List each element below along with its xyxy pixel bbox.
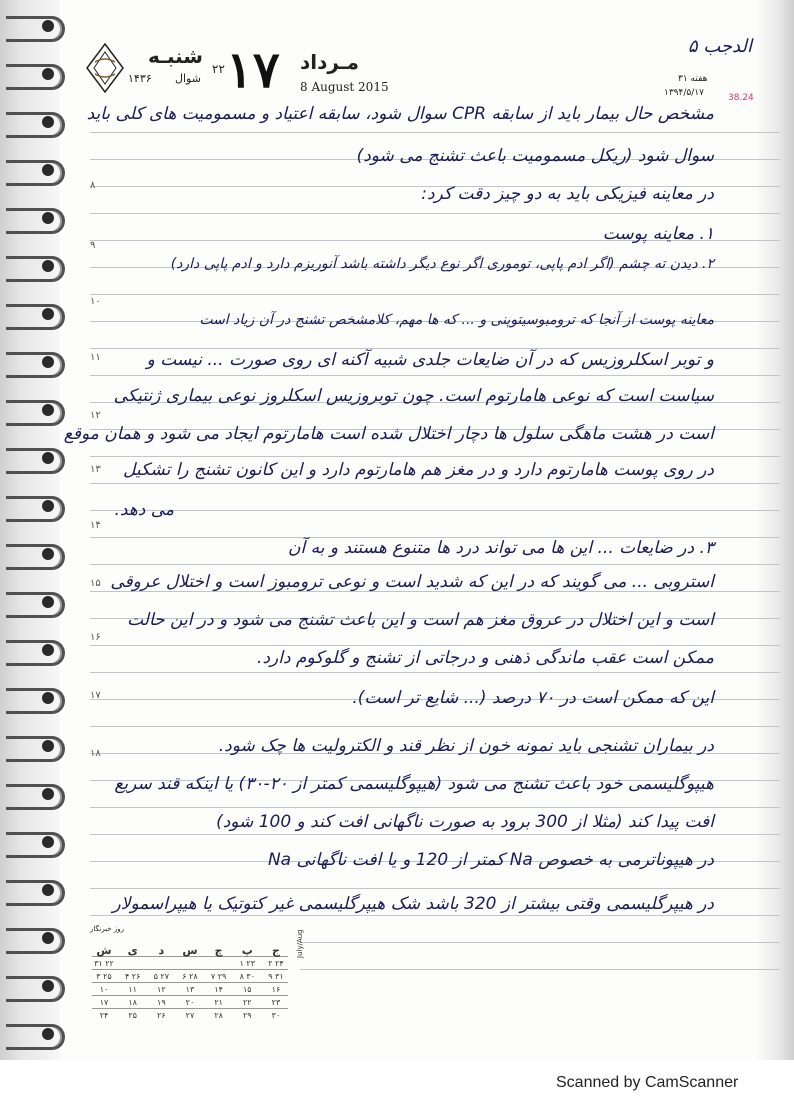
margin-number: ۱۸ [90, 748, 101, 759]
binding-hole [42, 596, 54, 608]
handwritten-line: مشخص حال بیمار باید از سابقه CPR سوال شود، سابقه اعتیاد و مسمومیت های کلی باید [86, 104, 714, 124]
margin-number: ۱۴ [90, 520, 101, 531]
calendar-row [92, 969, 288, 982]
handwritten-line: ۳. در ضایعات ... این ها می تواند درد ها متنوع هستند و به آن [288, 538, 714, 558]
ruled-line [90, 132, 780, 133]
handwritten-line: است در هشت ماهگی سلول ها دچار اختلال شده است هامارتوم ایجاد می شود و همان موقع [63, 424, 714, 444]
binding-hole [42, 356, 54, 368]
calendar-header-cell: ج [271, 943, 280, 957]
calendar-cell: ۵ ۲۷ [153, 971, 170, 981]
binding-ring [6, 400, 65, 426]
binding-hole [42, 404, 54, 416]
handwritten-line: در هیپرگلیسمی وقتی بیشتر از 320 باشد شک هیپرگلیسمی غیر کتوتیک یا هیپراسمولار [112, 894, 714, 914]
ruled-line [90, 645, 780, 646]
binding-hole [42, 692, 54, 704]
binding-ring [6, 592, 65, 618]
calendar-cell: ۱ ۲۳ [239, 958, 255, 968]
binding-hole [42, 116, 54, 128]
handwritten-line: می دهد. [114, 500, 174, 520]
binding-hole [42, 1028, 54, 1040]
calendar-cell: ۲۴ [99, 1010, 109, 1020]
calendar-cell: ۱۷ [99, 997, 109, 1007]
week-of-year: هفته ۳۱ [678, 74, 708, 84]
calendar-cell: ۹ ۳۱ [268, 971, 284, 981]
calendar-body [92, 956, 288, 1021]
calendar-cell: ۱۵ [242, 984, 252, 994]
binding-hole [42, 260, 54, 272]
handwritten-line: در هیپوناترمی به خصوص Na کمتر از 120 و یا افت ناگهانی Na [267, 850, 714, 870]
handwritten-line: این که ممکن است در ۷۰ درصد (... شایع تر است). [352, 688, 714, 708]
calendar-row [92, 1008, 288, 1021]
binding-ring [6, 544, 65, 570]
calendar-cell: ۸ ۳۰ [239, 971, 255, 981]
handwritten-line: در روی پوست هامارتوم دارد و در مغز هم هامارتوم دارد و این کانون تشنج را تشکیل [123, 460, 714, 480]
calendar-cell: ۷ ۲۹ [210, 971, 227, 981]
binding-ring [6, 784, 65, 810]
calendar-cell: ۲۶ [157, 1010, 166, 1020]
binding-hole [42, 548, 54, 560]
binding-ring [6, 304, 65, 330]
calendar-header-row [92, 944, 288, 956]
handwritten-line: در بیماران تشنجی باید نمونه خون از نظر قند و الکترولیت ها چک شود. [218, 736, 714, 756]
ruled-line [300, 969, 780, 970]
ruled-line [90, 456, 780, 457]
calendar-header-cell: د [158, 943, 165, 957]
binding-hole [42, 500, 54, 512]
calendar-header-cell: س [182, 943, 198, 957]
ruled-line [300, 942, 780, 943]
margin-number: ۱۳ [90, 464, 101, 475]
calendar-cell: ۱۲ [157, 984, 166, 994]
calendar-row [92, 982, 288, 995]
calendar-cell: ۳۰ [271, 1010, 281, 1020]
binding-ring [6, 160, 65, 186]
margin-number: ۹ [90, 240, 96, 251]
binding-ring [6, 208, 65, 234]
scanner-watermark: Scanned by CamScanner [556, 1074, 739, 1091]
binding-ring [6, 736, 65, 762]
ruled-line [90, 726, 780, 727]
binding-ring [6, 448, 65, 474]
calendar-cell: ۲۰ [185, 997, 195, 1007]
hijri-day: ۲۲ [212, 62, 225, 76]
margin-number: ۱۰ [90, 296, 101, 307]
footer-occasion: روز خبرنگار [90, 925, 124, 933]
handwritten-line: هیپوگلیسمی خود باعث تشنج می شود (هیپوگلیسمی کمتر از ۲۰-۳۰) یا اینکه قند سریع [114, 774, 714, 794]
handwritten-line: و توبر اسکلروزیس که در آن ضایعات جلدی شبیه آکنه ای روی صورت ... نیست و [146, 350, 714, 370]
ruled-line [90, 915, 780, 916]
margin-number: ۸ [90, 180, 96, 191]
binding-hole [42, 212, 54, 224]
calendar-cell: ۳۱ ۲۲ [94, 958, 114, 968]
calendar-cell: ۲۷ [185, 1010, 195, 1020]
margin-number: ۱۷ [90, 690, 101, 701]
ruled-line [90, 807, 780, 808]
handwritten-line: سیاست است که نوعی هامارتوم است. چون توبروزیس اسکلروز نوعی بیماری ژنتیکی [113, 386, 714, 406]
calendar-cell: ۴ ۲۶ [124, 971, 141, 981]
handwritten-line: معاینه پوست از آنجا که ترومبوسیتوپنی و ... که ها مهم، کلامشخص تشنج در آن زیاد است [199, 312, 714, 328]
binding-ring [6, 1024, 65, 1050]
calendar-cell: ۲۵ [128, 1010, 137, 1020]
calendar-cell: ۲۸ [214, 1010, 223, 1020]
calendar-side-label: July/Aug [296, 929, 304, 958]
persian-month: مـرداد [300, 50, 360, 74]
binding-hole [42, 20, 54, 32]
calendar-header-cell: چ [214, 943, 223, 957]
handwritten-line: ۱. معاینه پوست [602, 224, 714, 244]
calendar-header-cell: ش [96, 943, 112, 957]
mini-calendar [92, 944, 288, 1044]
handwritten-line: سوال شود (ریکل مسمومیت باعث تشنج می شود) [356, 146, 714, 166]
margin-number: ۱۶ [90, 632, 101, 643]
ruled-line [90, 294, 780, 295]
calendar-cell: ۲۲ [242, 997, 252, 1007]
calendar-header-cell: ی [127, 943, 138, 957]
page-title: الدجب ۵ [687, 36, 752, 57]
binding-hole [42, 740, 54, 752]
binding-hole [42, 788, 54, 800]
ruled-line [90, 510, 780, 511]
calendar-header-cell: پ [241, 943, 253, 957]
ruled-line [90, 375, 780, 376]
gregorian-date: 8 August 2015 [300, 80, 389, 94]
diary-logo-ornament [85, 42, 125, 94]
handwritten-line: ۲. دیدن ته چشم (اگر ادم پاپی، توموری اگر نوع دیگر داشته باشد آنوریزم دارد و ادم پاپی دارد) [170, 256, 714, 272]
binding-hole [42, 980, 54, 992]
margin-number: ۱۱ [90, 352, 101, 363]
calendar-cell: ۲۱ [214, 997, 223, 1007]
binding-hole [42, 68, 54, 80]
calendar-cell: ۳ ۲۵ [96, 971, 112, 981]
calendar-cell: ۱۹ [157, 997, 166, 1007]
binding-ring [6, 16, 65, 42]
binding-ring [6, 496, 65, 522]
binding-hole [42, 836, 54, 848]
margin-number: ۱۵ [90, 578, 101, 589]
calendar-cell: ۲ ۲۴ [268, 958, 284, 968]
margin-number: ۱۲ [90, 410, 101, 421]
day-number: ۱۷ [226, 40, 280, 99]
date-ref: ۱۳۹۴/۵/۱۷ [664, 88, 704, 98]
calendar-cell: ۱۳ [185, 984, 195, 994]
binding-ring [6, 112, 65, 138]
binding-hole [42, 308, 54, 320]
binding-ring [6, 64, 65, 90]
binding-ring [6, 688, 65, 714]
handwritten-line: است و این اختلال در عروق مغز هم است و این باعث تشنج می شود و در این حالت [127, 610, 714, 630]
binding-ring [6, 976, 65, 1002]
calendar-cell: ۱۱ [128, 984, 137, 994]
binding-hole [42, 164, 54, 176]
calendar-cell: ۶ ۲۸ [182, 971, 198, 981]
calendar-cell: ۱۴ [214, 984, 223, 994]
calendar-cell: ۲۹ [242, 1010, 252, 1020]
calendar-cell: ۲۳ [271, 997, 281, 1007]
binding-ring [6, 928, 65, 954]
ruled-line [90, 834, 780, 835]
ruled-line [90, 213, 780, 214]
ruled-line [90, 348, 780, 349]
day-name: شنبـه [148, 44, 203, 68]
binding-ring [6, 832, 65, 858]
handwritten-line: ممکن است عقب ماندگی ذهنی و درجاتی از تشنج و گلوکوم دارد. [257, 648, 714, 668]
ruled-line [90, 483, 780, 484]
ruled-line [90, 888, 780, 889]
ruled-line [90, 672, 780, 673]
calendar-cell: ۱۸ [128, 997, 137, 1007]
binding-hole [42, 932, 54, 944]
binding-ring [6, 880, 65, 906]
binding-ring [6, 352, 65, 378]
handwritten-line: افت پیدا کند (مثلا از 300 برود به صورت ناگهانی افت کند و 100 شود) [216, 812, 714, 832]
binding-ring [6, 256, 65, 282]
binding-hole [42, 884, 54, 896]
binding-ring [6, 640, 65, 666]
binding-hole [42, 452, 54, 464]
calendar-cell: ۱۶ [271, 984, 281, 994]
hijri-year: ۱۴۳۶ [128, 72, 152, 85]
handwritten-line: در معاینه فیزیکی باید به دو چیز دقت کرد: [421, 184, 714, 204]
calendar-row [92, 995, 288, 1008]
hijri-month: شوال [175, 72, 201, 85]
ruled-line [90, 564, 780, 565]
binding-hole [42, 644, 54, 656]
calendar-row [92, 956, 288, 969]
calendar-cell: ۱۰ [99, 984, 109, 994]
pink-note: 38.24 [728, 93, 754, 103]
handwritten-line: استروبی ... می گویند که در این که شدید است و نوعی ترومبوز است و اختلال عروقی [110, 572, 714, 592]
